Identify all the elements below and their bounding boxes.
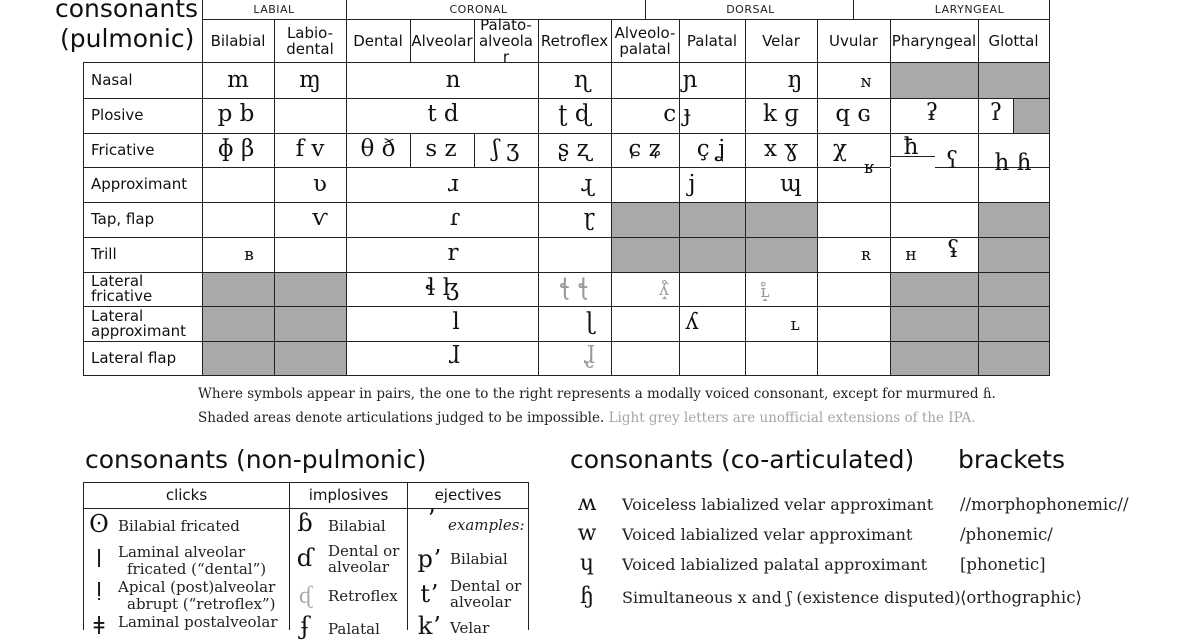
col-labiodental-label: Labio-dental — [286, 24, 334, 58]
col-alveolopalatal-label: Alveolo-palatal — [614, 24, 676, 58]
col-velar: Velar — [762, 32, 800, 50]
sym-tap-alveolar: ɾ — [449, 205, 461, 231]
sym-approximant-retroflex: ɻ — [580, 171, 594, 197]
sym-trill-pharyngeal-voiceless: ʜ — [905, 245, 917, 265]
sym-fricative-pharyngeal-voiced: ʕ — [945, 148, 959, 174]
sym-approximant-velar: ɰ — [780, 171, 802, 197]
ejective-sym-alveolar: tʼ — [420, 580, 438, 608]
pulmonic-note-line2 — [198, 410, 976, 426]
sym-trill-pharyngeal-voiced: ʢ — [946, 237, 960, 263]
sym-plosive-alveolar: t d — [427, 101, 459, 127]
group-dorsal: DORSAL — [726, 3, 775, 16]
sym-fricative-velar: x ɣ — [763, 136, 799, 162]
bracket-orthographic: ⟨orthographic⟩ — [960, 588, 1082, 607]
sym-approximant-labiodental: ʋ — [313, 171, 327, 197]
click-label-postalveolar: Laminal postalveolar — [118, 613, 278, 631]
col-bilabial: Bilabial — [210, 32, 266, 50]
sym-latfric-velar: ʟ̝̊ — [760, 282, 770, 302]
implosive-sym-palatal: ʄ — [300, 612, 310, 640]
sym-fricative-palatal: ç ʝ — [696, 136, 726, 162]
row-trill: Trill — [91, 245, 117, 263]
click-sym-postalveolar: ǂ — [93, 612, 105, 640]
sym-fricative-glottal: h ɦ — [994, 150, 1032, 176]
sym-nasal-retroflex: ɳ — [574, 67, 590, 93]
np-header-clicks: clicks — [165, 486, 208, 504]
implosive-label-palatal: Palatal — [328, 620, 380, 638]
implosive-label-retroflex: Retroflex — [328, 587, 398, 605]
col-palatal: Palatal — [686, 32, 738, 50]
implosive-label-alveolar-1: Dental or — [328, 542, 400, 560]
sym-latfric-palatal: ʎ̝̊ — [659, 280, 669, 300]
ejective-label-alveolar-2: alveolar — [450, 593, 512, 611]
sym-latapprox-retroflex: ɭ — [585, 309, 595, 335]
col-pharyngeal: Pharyngeal — [891, 32, 977, 50]
implosive-label-alveolar-2: alveolar — [328, 558, 390, 576]
sym-tap-retroflex: ɽ — [583, 205, 595, 231]
sym-trill-bilabial: ʙ — [244, 245, 254, 265]
pulmonic-title-line2: (pulmonic) — [60, 24, 195, 53]
coart-label-1: Voiced labialized velar approximant — [622, 525, 913, 544]
np-header-implosives: implosives — [308, 486, 389, 504]
implosive-label-bilabial: Bilabial — [328, 517, 386, 535]
sym-plosive-pharyngeal: ʡ — [925, 100, 939, 126]
col-uvular: Uvular — [829, 32, 878, 50]
col-retroflex: Retroflex — [540, 32, 609, 50]
sym-latfric-retroflex: ꞎ ꞎ — [559, 275, 589, 301]
sym-fricative-alveolopalatal: ɕ ʑ — [628, 136, 662, 162]
group-laryngeal: LARYNGEAL — [934, 3, 1005, 16]
ejective-sym-velar: kʼ — [417, 612, 441, 640]
pulmonic-note-grey: Light grey letters are unofficial extensions of the IPA. — [608, 410, 976, 426]
col-alveolopalatal — [611, 20, 679, 62]
ejective-sym-mark: ʼ — [427, 505, 435, 533]
sym-plosive-retroflex: ʈ ɖ — [558, 101, 590, 127]
sym-plosive-velar: k ɡ — [763, 101, 799, 127]
sym-nasal-velar: ŋ — [787, 67, 803, 93]
sym-fricative-alveolar: s z — [425, 136, 457, 162]
bracket-phonetic: [phonetic] — [960, 555, 1046, 574]
sym-latflap-retroflex: ɺ̢ — [583, 343, 595, 369]
coart-sym-2: ɥ — [579, 551, 595, 576]
row-tap-flap: Tap, flap — [91, 210, 155, 228]
coart-label-2: Voiced labialized palatal approximant — [622, 555, 928, 574]
sym-latapprox-alveolar: l — [452, 309, 460, 335]
group-coronal: CORONAL — [449, 3, 508, 16]
sym-latapprox-velar: ʟ — [790, 315, 800, 335]
coarticulated-title: consonants (co-articulated) — [570, 445, 915, 474]
sym-fricative-uvular-voiceless: χ — [833, 136, 847, 162]
click-label-retroflex-2: abrupt (“retroflex”) — [127, 595, 276, 613]
sym-plosive-bilabial: p b — [217, 101, 255, 127]
sym-nasal-uvular: ɴ — [860, 72, 872, 92]
nonpulmonic-title: consonants (non-pulmonic) — [85, 445, 427, 474]
ejective-label-velar: Velar — [450, 619, 490, 637]
click-label-dental-2: fricated (“dental”) — [127, 560, 267, 578]
sym-nasal-palatal: ɲ — [682, 67, 698, 93]
coart-sym-1: w — [577, 521, 597, 546]
sym-fricative-uvular-voiced: ʁ — [864, 158, 874, 178]
row-lateral-fricative: Lateral fricative — [91, 272, 153, 305]
sym-fricative-pharyngeal-voiceless: ħ — [903, 134, 919, 160]
coart-label-3: Simultaneous x and ʃ (existence disputed) — [622, 588, 961, 607]
sym-fricative-postalveolar: ʃ ʒ — [492, 136, 520, 162]
sym-latapprox-palatal: ʎ — [685, 309, 699, 335]
coart-sym-3: ɧ — [579, 584, 595, 609]
col-labiodental — [274, 20, 346, 62]
row-plosive: Plosive — [91, 106, 144, 124]
row-lateral-flap: Lateral flap — [91, 348, 177, 367]
coart-label-0: Voiceless labialized velar approximant — [622, 495, 934, 514]
col-glottal: Glottal — [988, 32, 1039, 50]
sym-fricative-retroflex: ʂ ʐ — [557, 136, 591, 162]
pulmonic-note-shaded: Shaded areas denote articulations judged to be impossible. — [198, 410, 605, 426]
row-approximant: Approximant — [91, 175, 188, 193]
brackets-title: brackets — [958, 445, 1066, 474]
bracket-morphophonemic: //morphophonemic// — [960, 495, 1129, 514]
ejective-label-bilabial: Bilabial — [450, 550, 508, 568]
sym-trill-uvular: ʀ — [861, 245, 871, 265]
group-labial: LABIAL — [253, 3, 295, 16]
click-label-retroflex-1: Apical (post)alveolar — [118, 578, 276, 596]
sym-fricative-bilabial: ɸ β — [217, 136, 255, 162]
bracket-phonemic: /phonemic/ — [960, 525, 1053, 544]
ejective-sym-bilabial: pʼ — [417, 545, 441, 573]
click-sym-dental: ǀ — [95, 545, 103, 573]
sym-nasal-bilabial: m — [227, 67, 249, 93]
row-fricative: Fricative — [91, 140, 155, 159]
sym-fricative-dental: θ ð — [360, 136, 396, 162]
col-palatoalveolar — [474, 16, 538, 66]
click-sym-bilabial: ʘ — [89, 510, 109, 538]
row-nasal: Nasal — [91, 70, 133, 89]
pulmonic-title-line1: consonants — [55, 0, 199, 23]
sym-plosive-glottal: ʔ — [989, 100, 1003, 126]
sym-plosive-palatal: c ɟ — [663, 101, 691, 127]
sym-tap-labiodental: ⱱ — [312, 205, 328, 231]
click-label-dental-1: Laminal alveolar — [118, 543, 246, 561]
sym-fricative-labiodental: f v — [295, 136, 325, 162]
sym-nasal-labiodental: ɱ — [299, 67, 321, 93]
click-sym-retroflex: ǃ — [95, 578, 103, 606]
implosive-sym-bilabial: ɓ — [297, 509, 313, 537]
sym-latfric-alveolar: ɬ ɮ — [425, 275, 459, 301]
ejective-label-alveolar-1: Dental or — [450, 577, 522, 595]
col-palatoalveolar-label: Palato-alveolar — [478, 16, 533, 66]
col-dental: Dental — [353, 32, 403, 50]
ejective-label-examples: examples: — [448, 516, 525, 534]
coart-sym-0: ʍ — [577, 491, 597, 516]
pulmonic-note-line1: Where symbols appear in pairs, the one to the right represents a modally voiced consonant, except for murmured ɦ. — [198, 386, 996, 402]
sym-nasal-alveolar: n — [445, 67, 461, 93]
implosive-sym-alveolar: ɗ — [296, 544, 314, 572]
implosive-sym-retroflex: ᶑ — [299, 581, 311, 609]
sym-approximant-alveolar: ɹ — [447, 171, 459, 197]
sym-trill-alveolar: r — [447, 240, 459, 266]
np-header-ejectives: ejectives — [434, 486, 502, 504]
click-label-bilabial: Bilabial fricated — [118, 517, 240, 535]
col-alveolar: Alveolar — [411, 32, 473, 50]
sym-latflap-alveolar: ɺ — [448, 343, 460, 369]
sym-approximant-palatal: j — [688, 171, 696, 197]
row-lateral-approximant: Lateral approximant — [91, 306, 187, 340]
sym-plosive-uvular: q ɢ — [835, 101, 871, 127]
